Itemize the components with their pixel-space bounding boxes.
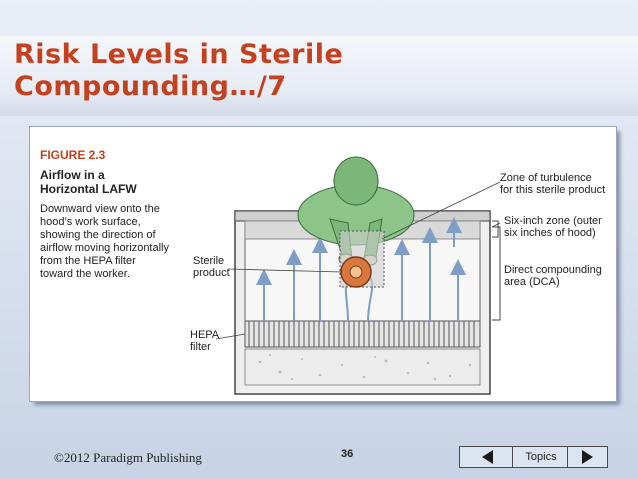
page-number: 36 — [341, 448, 354, 460]
slide-title-line-2: Compounding…/7 — [14, 71, 287, 102]
previous-slide-button[interactable] — [459, 446, 515, 468]
label-six-inch-1: Six-inch zone (outer — [504, 215, 602, 227]
next-slide-button[interactable] — [567, 446, 608, 468]
topics-button[interactable]: Topics — [512, 446, 570, 468]
label-six-inch-2: six inches of hood) — [504, 227, 596, 239]
label-hepa-2: filter — [190, 341, 211, 353]
six-inch-bracket — [492, 221, 498, 237]
label-sterile-1: Sterile — [193, 255, 225, 267]
label-hepa-1: HEPA — [190, 329, 220, 341]
label-sterile-2: product — [193, 267, 230, 279]
slide-title-line-1: Risk Levels in Sterile — [14, 39, 344, 70]
label-dca-2: area (DCA) — [504, 276, 560, 288]
arrow-right-icon — [582, 450, 593, 464]
label-dca-1: Direct compounding — [504, 264, 602, 276]
figure-title: Airflow in a Horizontal LAFW — [40, 168, 137, 196]
figure-panel — [29, 126, 617, 402]
figure-number: FIGURE 2.3 — [40, 148, 106, 162]
arrow-left-icon — [482, 450, 493, 464]
label-zone-turbulence-2: for this sterile product — [500, 184, 606, 196]
figure-description: Downward view onto the hood’s work surface, showing the direction of airflow moving horizontally from the HEPA filter toward the worker. — [40, 203, 169, 280]
dca-bracket — [492, 227, 500, 320]
label-zone-turbulence-1: Zone of turbulence — [500, 172, 592, 184]
prefilter — [245, 349, 480, 385]
slide-title — [14, 39, 614, 103]
hepa-filter — [245, 321, 480, 347]
copyright-text: ©2012 Paradigm Publishing — [54, 450, 202, 465]
